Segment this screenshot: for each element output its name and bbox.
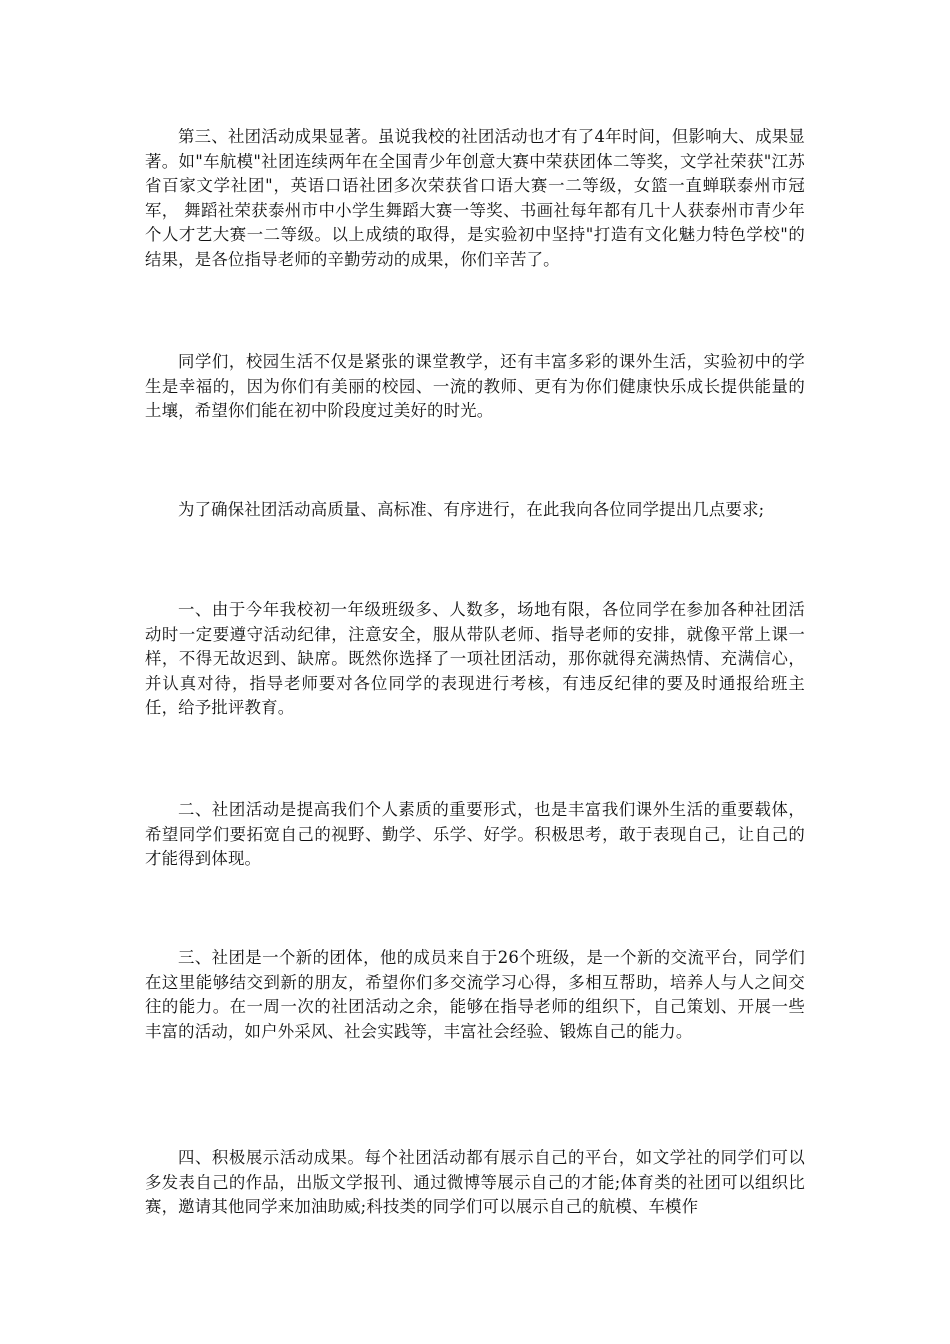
paragraph-requirement-two: 二、社团活动是提高我们个人素质的重要形式，也是丰富我们课外生活的重要载体，希望同学们要拓宽自己的视野、勤学、乐学、好学。积极思考，敢于表现自己，让自己的才能得到体现。	[145, 800, 805, 869]
paragraph-campus-life: 同学们，校园生活不仅是紧张的课堂教学，还有丰富多彩的课外生活，实验初中的学生是幸福的，因为你们有美丽的校园、一流的教师、更有为你们健康快乐成长提供能量的土壤，希望你们能在初中阶段度过美好的时光。	[145, 352, 805, 421]
paragraph-club-achievements: 第三、社团活动成果显著。虽说我校的社团活动也才有了4年时间，但影响大、成果显著。如"车航模"社团连续两年在全国青少年创意大赛中荣获团体二等奖，文学社荣获"江苏省百家文学社团"，英语口语社团多次荣获省口语大赛一二等级，女篮一直蝉联泰州市冠军， 舞蹈社荣获泰州市中小学生舞蹈大赛一等奖、书画社每年都有几十人获泰州市青少年个人才艺大赛一二等级。以上成绩的取得，是实验初中坚持"打造有文化魅力特色学校"的结果，是各位指导老师的辛勤劳动的成果，你们辛苦了。	[145, 127, 805, 269]
paragraph-requirement-one: 一、由于今年我校初一年级班级多、人数多，场地有限，各位同学在参加各种社团活动时一定要遵守活动纪律，注意安全，服从带队老师、指导老师的安排，就像平常上课一样，不得无故迟到、缺席。既然你选择了一项社团活动，那你就得充满热情、充满信心，并认真对待，指导老师要对各位同学的表现进行考核，有违反纪律的要及时通报给班主任，给予批评教育。	[145, 600, 805, 718]
paragraph-requirements-intro: 为了确保社团活动高质量、高标准、有序进行，在此我向各位同学提出几点要求;	[178, 500, 765, 519]
paragraph-requirement-four: 四、积极展示活动成果。每个社团活动都有展示自己的平台，如文学社的同学们可以多发表自己的作品，出版文学报刊、通过微博等展示自己的才能;体育类的社团可以组织比赛，邀请其他同学来加油助威;科技类的同学们可以展示自己的航模、车模作	[145, 1148, 805, 1217]
paragraph-requirement-three: 三、社团是一个新的团体，他的成员来自于26个班级，是一个新的交流平台，同学们在这里能够结交到新的朋友，希望你们多交流学习心得，多相互帮助，培养人与人之间交往的能力。在一周一次的社团活动之余，能够在指导老师的组织下，自己策划、开展一些丰富的活动，如户外采风、社会实践等，丰富社会经验、锻炼自己的能力。	[145, 948, 805, 1041]
